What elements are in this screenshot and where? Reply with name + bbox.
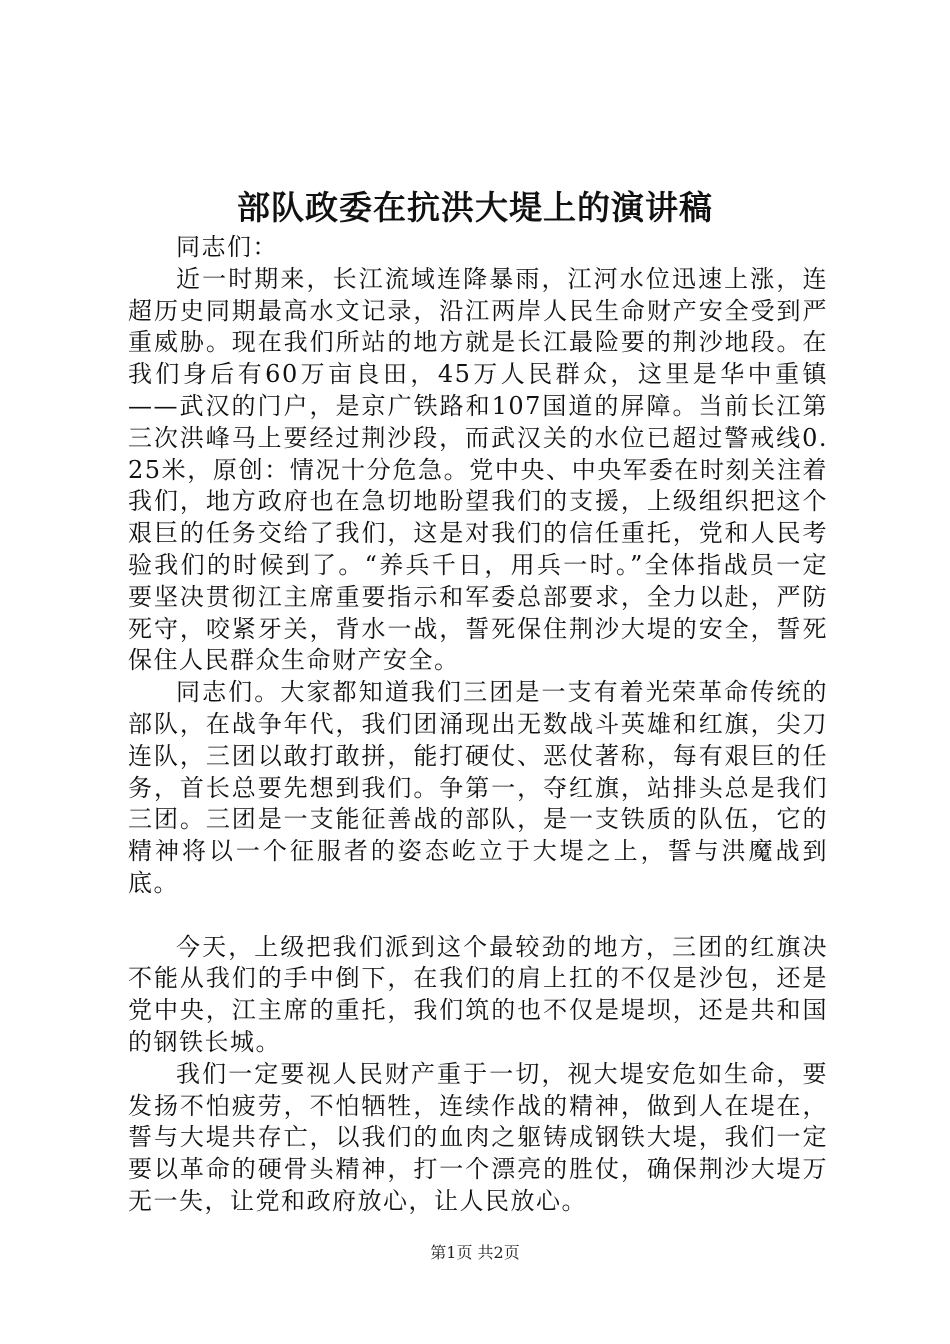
document-title: 部队政委在抗洪大堤上的演讲稿 [237, 188, 713, 227]
body-paragraph: 同志们。大家都知道我们三团是一支有着光荣革命传统的部队，在战争年代，我们团涌现出无数战斗英雄和红旗，尖刀连队，三团以敢打敢拼，能打硬仗、恶仗著称，每有艰巨的任务，首长总要先想到我们。争第一，夺红旗，站排头总是我们三团。三团是一支能征善战的部队，是一支铁质的队伍，它的精神将以一个征服者的姿态屹立于大堤之上，誓与洪魔战到底。 [128, 678, 828, 897]
salutation-paragraph: 同志们： [176, 233, 278, 261]
page-number-footer: 第1页 共2页 [430, 1243, 520, 1262]
document-body [128, 232, 828, 1218]
body-paragraph: 我们一定要视人民财产重于一切，视大堤安危如生命，要发扬不怕疲劳，不怕牺牲，连续作战的精神，做到人在堤在，誓与大堤共存亡，以我们的血肉之躯铸成钢铁大堤，我们一定要以革命的硬骨头精神，打一个漂亮的胜仗，确保荆沙大堤万无一失，让党和政府放心，让人民放心。 [128, 1059, 828, 1215]
body-paragraph: 今天，上级把我们派到这个最较劲的地方，三团的红旗决不能从我们的手中倒下，在我们的肩上扛的不仅是沙包，还是党中央，江主席的重托，我们筑的也不仅是堤坝，还是共和国的钢铁长城。 [128, 932, 828, 1056]
body-paragraph: 近一时期来，长江流域连降暴雨，江河水位迅速上涨，连超历史同期最高水文记录，沿江两岸人民生命财产安全受到严重威胁。现在我们所站的地方就是长江最险要的荆沙地段。在我们身后有60万亩良田，45万人民群众，这里是华中重镇——武汉的门户，是京广铁路和107国道的屏障。当前长江第三次洪峰马上要经过荆沙段，而武汉关的水位已超过警戒线0.25米，原创：情况十分危急。党中央、中央军委在时刻关注着我们，地方政府也在急切地盼望我们的支援，上级组织把这个艰巨的任务交给了我们，这是对我们的信任重托，党和人民考验我们的时候到了。“养兵千日，用兵一时。”全体指战员一定要坚决贯彻江主席重要指示和军委总部要求，全力以赴，严防死守，咬紧牙关，背水一战，誓死保住荆沙大堤的安全，誓死保住人民群众生命财产安全。 [128, 264, 828, 675]
